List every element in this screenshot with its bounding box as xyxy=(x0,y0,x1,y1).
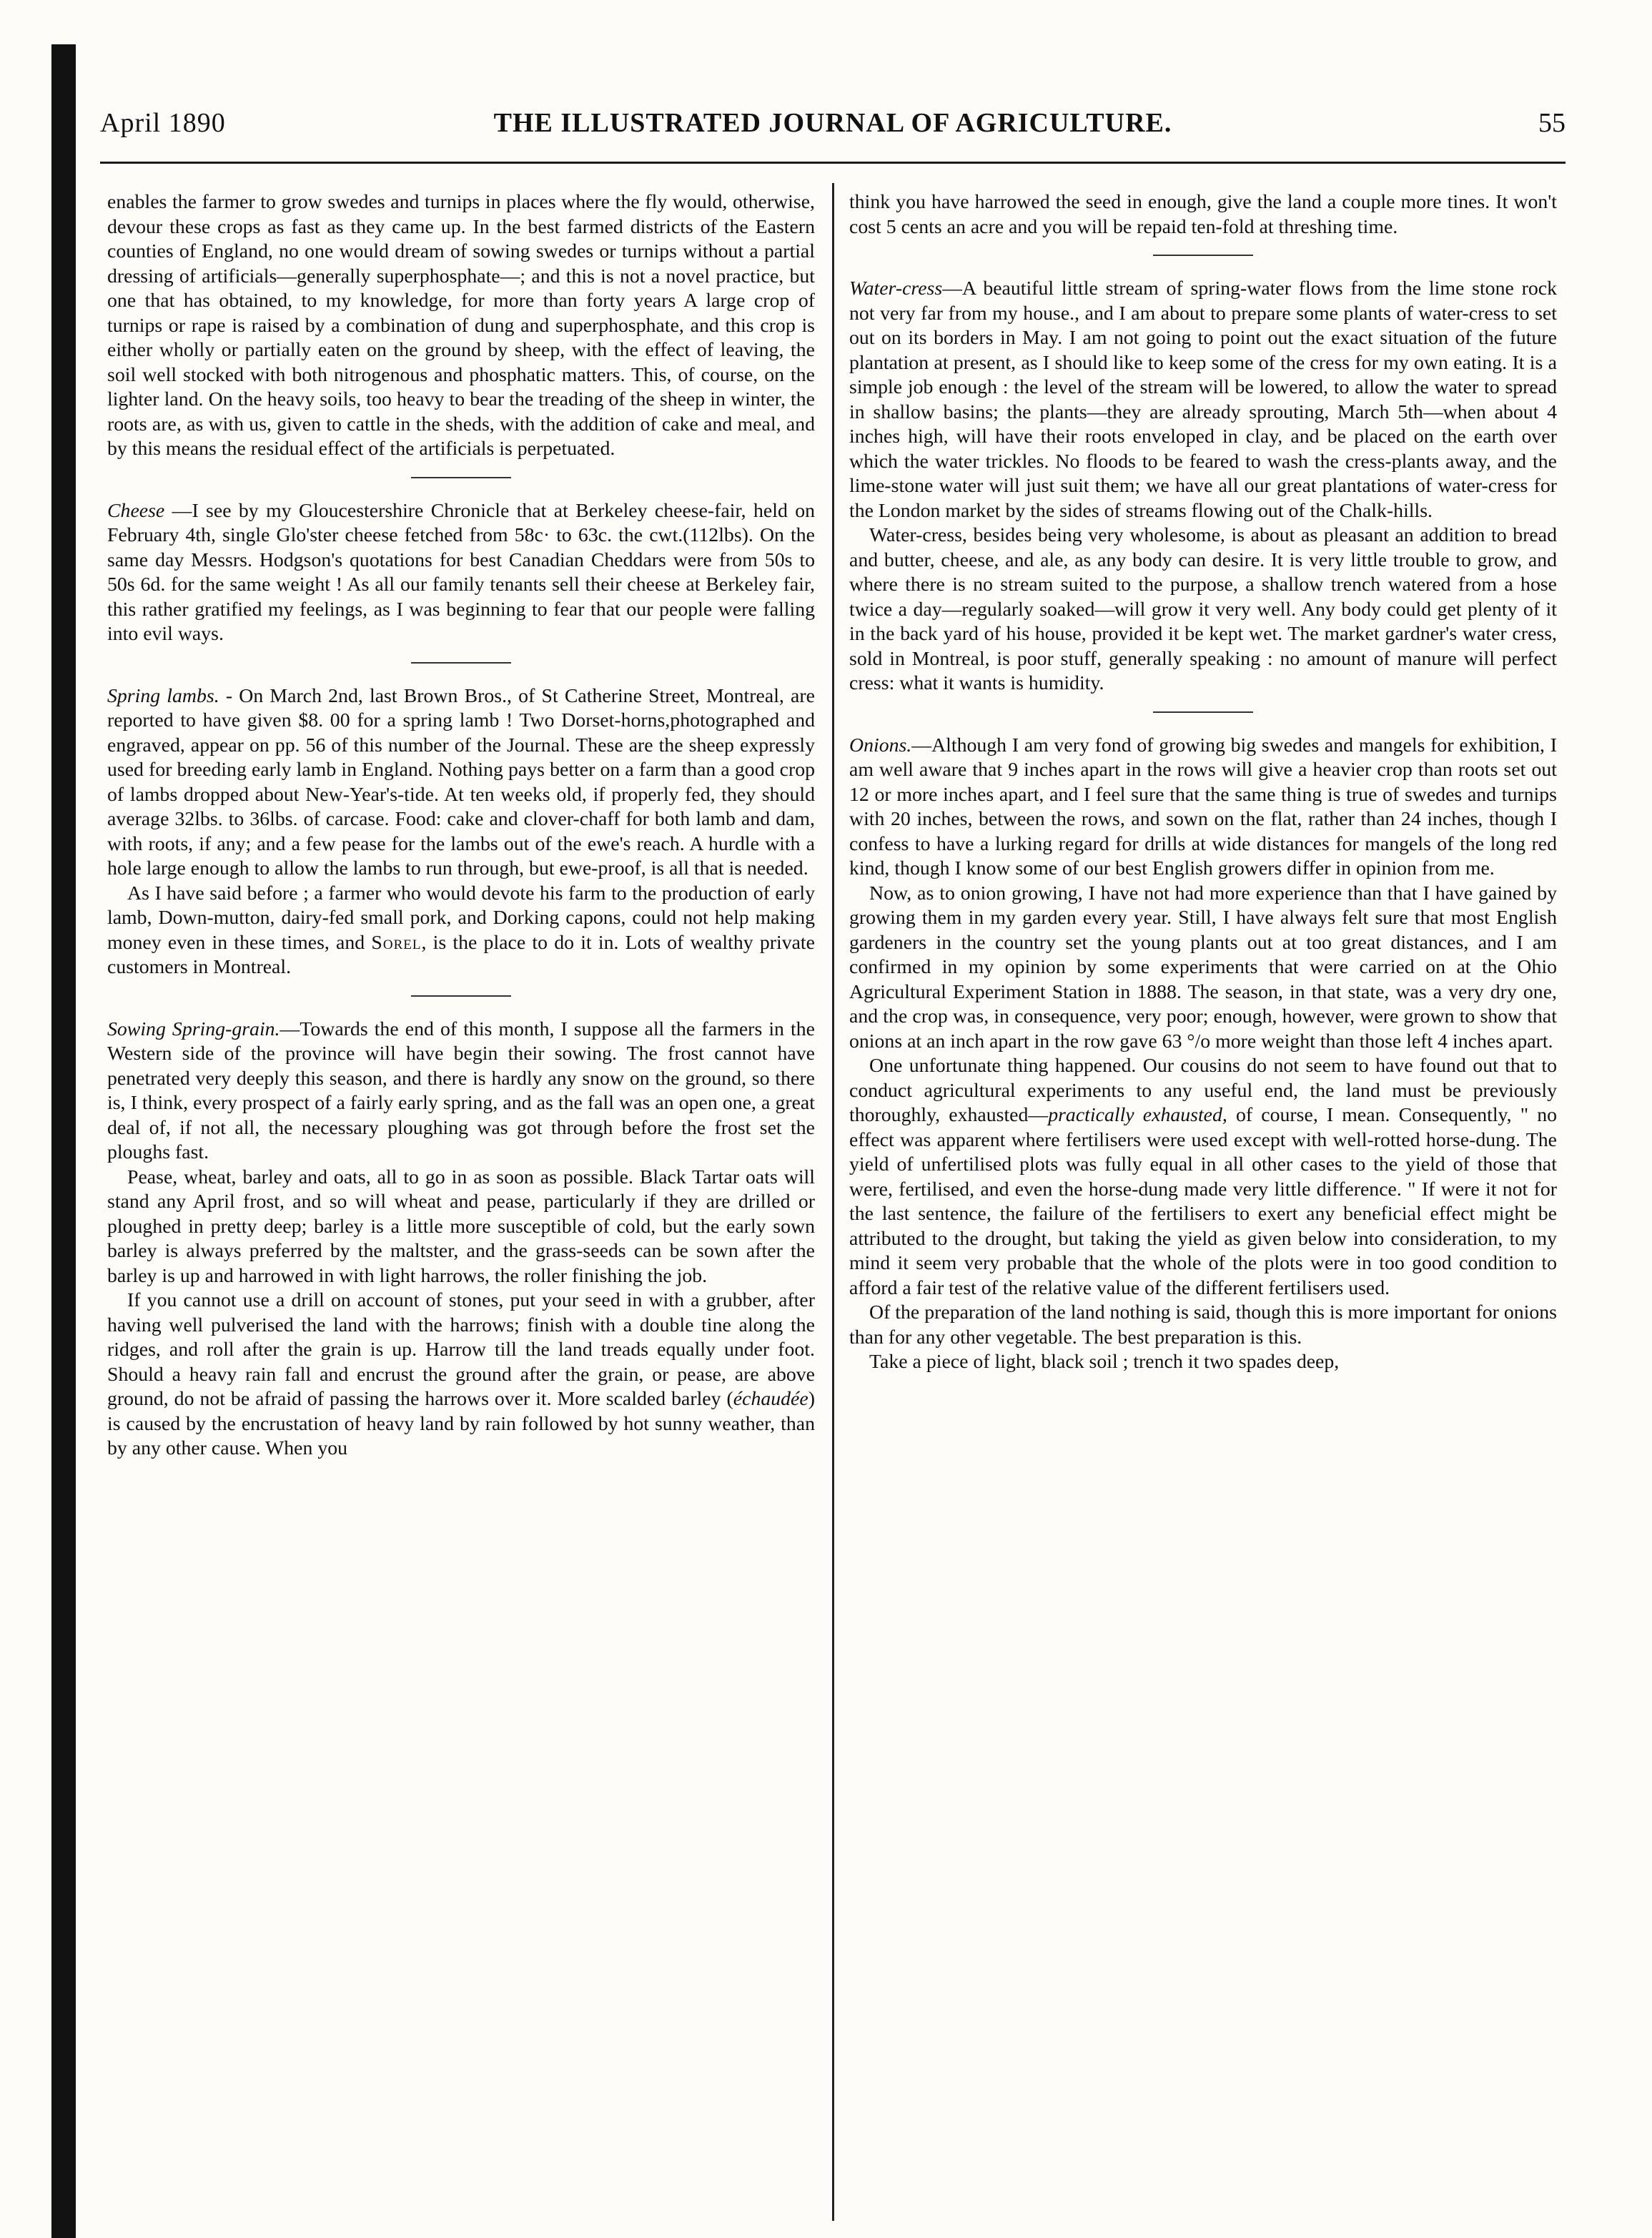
spring-lambs-text: - On March 2nd, last Brown Bros., of St Catherine Street, Montreal, are reported to have given $8. 00 for a spring lamb ! Two Dorset-horns,photographed and engraved, appear on pp. 56 of this number of the Journal. These are the sheep expressly used for breeding early lamb in England. Nothing pays better on a farm than a good crop of lambs dropped about New-Year's-tide. At ten weeks old, if properly fed, they should average 32lbs. to 36lbs. of carcase. Food: cake and clover-chaff for both lamb and dam, with roots, if any; and a few pease for the lambs out of the ewe's reach. A hurdle with a hole large enough to allow the lambs to run through, but ewe-proof, is all that is needed. xyxy=(107,684,815,879)
practically-exhausted-phrase: practically exhausted, xyxy=(1048,1104,1227,1126)
spring-lambs-paragraph xyxy=(107,882,815,980)
sowing-text: —Towards the end of this month, I suppose all the farmers in the Western side of the province will have begin their sowing. The frost cannot have penetrated very deeply this season, and there is hardly any snow on the ground, so there is, I think, every prospect of a fairly early spring, and as the fall was an open one, a great deal of, if not all, the necessary ploughing was got through before the frost set the ploughs fast. xyxy=(107,1017,815,1163)
onions-paragraph-5: Take a piece of light, black soil ; trench it two spades deep, xyxy=(869,1351,1340,1373)
cheese-heading: Cheese xyxy=(107,499,165,522)
section-separator xyxy=(411,995,511,997)
cheese-text: —I see by my Gloucestershire Chronicle that at Berkeley cheese-fair, held on February 4th, single Glo'ster cheese fetched from 58c· to 63c. the cwt.(112lbs). On the same day Messrs. Hodgson's quotations for best Canadian Cheddars were from 50s to 50s 6d. for the same weight ! As all our family tenants sell their cheese at Berkeley fair, this rather gratified my feelings, as I was beginning to fear that our people were falling into evil ways. xyxy=(107,499,815,645)
section-separator xyxy=(1153,255,1253,256)
onions-text: —Although I am very fond of growing big swedes and mangels for exhibition, I am well aware that 9 inches apart in the rows will give a heavier crop than roots set out 12 or more inches apart, and I feel sure that the same thing is true of swedes and turnips with 20 inches, between the rows, and sown on the flat, rather than 24 inches, though I confess to have a lurking regard for drills at wide distances for mangels of the long red kind, though I know some of our best English growers differ in opinion from me. xyxy=(849,734,1557,879)
water-cress-heading: Water-cress xyxy=(849,277,943,300)
lambs-p2-text: As I have said before ; a farmer who would devote his farm to the production of early lamb, Down-mutton, dairy-fed small pork, and Dorking capons, could not help making money even in these times, and xyxy=(107,882,815,954)
page-number: 55 xyxy=(1538,108,1566,138)
onions-paragraph-3 xyxy=(849,1054,1557,1301)
cheese-section xyxy=(107,499,815,647)
section-separator xyxy=(411,662,511,664)
spring-lambs-heading: Spring lambs. xyxy=(107,684,219,707)
left-column xyxy=(107,190,815,2224)
onions-heading: Onions. xyxy=(849,734,912,756)
sowing-continuation: think you have harrowed the seed in enough, give the land a couple more tines. It won't cost 5 cents an acre and you will be repaid ten-fold at threshing time. xyxy=(849,191,1557,238)
sowing-paragraph-2: Pease, wheat, barley and oats, all to go in as soon as possible. Black Tartar oats will stand any April frost, and so will wheat and pease, particularly if they are drilled or ploughed in pretty deep; barley is a little more susceptible of cold, but the early sown barley is always preferred by the maltster, and the grass-seeds can be sown after the barley is up and harrowed in with light harrows, the roller finishing the job. xyxy=(107,1165,815,1287)
issue-date: April 1890 xyxy=(100,108,226,138)
right-column xyxy=(849,190,1557,2224)
journal-title: THE ILLUSTRATED JOURNAL OF AGRICULTURE. xyxy=(493,108,1172,138)
echaudee-term: échaudée xyxy=(733,1388,808,1410)
spring-lambs-section xyxy=(107,684,815,882)
sowing-paragraph-3 xyxy=(107,1288,815,1461)
article-continuation: enables the farmer to grow swedes and turnips in places where the fly would, otherwise, devour these crops as fast as they came up. In the best farmed districts of the Eastern counties of England, no one would dream of sowing swedes or turnips without a partial dressing of artificials—generally superphosphate—; and this is not a novel practice, but one that has obtained, to my knowledge, for more than forty years A large crop of turnips or rape is raised by a combination of dung and superphosphate, and this crop is either wholly or partially eaten on the ground by sheep, with the effect of leaving, the soil well stocked with both nitrogenous and phosphatic matters. This, of course, on the lighter land. On the heavy soils, too heavy to bear the treading of the sheep in winter, the roots are, as with us, given to cattle in the sheds, with the addition of cake and meal, and by this means the residual effect of the artificials is perpetuated. xyxy=(107,191,815,460)
water-cress-text: —A beautiful little stream of spring-water flows from the lime stone rock not very far from my house., and I am about to prepare some plants of water-cress to set out on its borders in May. I am not going to point out the exact situation of the future plantation at present, as I should like to keep some of the cress for my own eating. It is a simple job enough : the level of the stream will be lowered, to allow the water to spread in shallow basins; the plants—they are already sprouting, March 5th—when about 4 inches high, will have their roots enveloped in clay, and be placed on the earth over which the water trickles. No floods to be feared to wash the cress-plants away, and the lime-stone water will just suit them; we have all our great plantations of water-cress for the London market by the sides of streams flowing out of the Chalk-hills. xyxy=(849,277,1557,522)
onions-p3-end: of course, I mean. Consequently, " no effect was apparent where fertilisers were used except with well-rotted horse-dung. The yield of unfertilised plots was fully equal in all other cases to the yield of those that were, fertilised, and even the horse-dung made very little difference. " If were it not for the last sentence, the failure of the fertilisers to exert any beneficial effect might be attributed to the drought, but taking the yield as given below into consideration, to my mind it seem very probable that the whole of the plots were in too good condition to afford a fair test of the relative value of the different fertilisers used. xyxy=(849,1104,1557,1299)
water-cress-section xyxy=(849,277,1557,523)
running-header xyxy=(100,107,1566,144)
onions-section xyxy=(849,734,1557,882)
header-rule xyxy=(100,162,1566,164)
onions-p3-text: One unfortunate thing happened. Our cousins do not seem to have found out that to conduct agricultural experiments to any useful end, the land must be previously thoroughly, exhausted— xyxy=(849,1055,1557,1126)
lambs-p2-end: , is the place to do it in. Lots of wealthy private customers in Montreal. xyxy=(107,931,815,978)
sowing-p3-end: ) is caused by the encrustation of heavy land by rain followed by hot sunny weather, than by any other cause. When you xyxy=(107,1388,815,1459)
sowing-section xyxy=(107,1017,815,1165)
column-divider xyxy=(832,183,834,2221)
onions-paragraph-4: Of the preparation of the land nothing is said, though this is more important for onions than for any other vegetable. The best preparation is this. xyxy=(849,1301,1557,1349)
sowing-heading: Sowing Spring-grain. xyxy=(107,1017,280,1040)
section-separator xyxy=(1153,711,1253,713)
sorel-name: Sorel xyxy=(371,931,422,954)
water-cress-paragraph-2: Water-cress, besides being very wholesome, is about as pleasant an addition to bread and butter, cheese, and ale, as any body can desire. It is very little trouble to grow, and where there is no stream suited to the purpose, a shallow trench watered from a hose twice a day—regularly soaked—will grow it very well. Any body could get plenty of it in the back yard of his house, provided it be kept wet. The market gardner's water cress, sold in Montreal, is poor stuff, generally speaking : no amount of manure will perfect cress: what it wants is humidity. xyxy=(849,524,1557,694)
sowing-p3-text: If you cannot use a drill on account of stones, put your seed in with a grubber, after having well pulverised the land with the harrows; finish with a double tine along the ridges, and roll after the grain is up. Harrow till the land treads equally under foot. Should a heavy rain fall and encrust the ground after the grain, or pease, are above ground, do not be afraid of passing the harrows over it. More scalded barley ( xyxy=(107,1289,815,1410)
onions-paragraph-2: Now, as to onion growing, I have not had more experience than that I have gained by growing them in my garden every year. Still, I have always felt sure that most English gardeners in the country set the young plants out at too great distances, and I am confirmed in my opinion by some experiments that were carried on at the Ohio Agricultural Experiment Station in 1888. The season, in that state, was a very dry one, and the crop was, in consequence, very poor; enough, however, were grown to show that onions at an inch apart in the row gave 63 °/o more weight than those left 4 inches apart. xyxy=(849,882,1557,1053)
binding-edge xyxy=(51,44,76,2238)
section-separator xyxy=(411,477,511,478)
